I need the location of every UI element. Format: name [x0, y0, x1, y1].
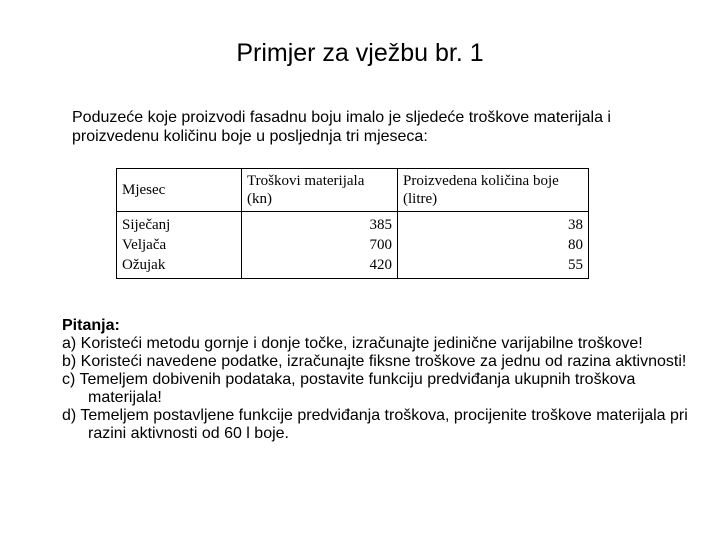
cell-quantity: 80	[398, 235, 589, 255]
cell-month: Ožujak	[117, 255, 242, 279]
cell-cost: 700	[242, 235, 398, 255]
table-header-row	[117, 169, 589, 212]
table-row	[117, 212, 589, 236]
cell-cost: 420	[242, 255, 398, 279]
question-item: c) Temeljem dobivenih podataka, postavite funkciju predviđanja ukupnih troškova materijala!	[62, 371, 636, 406]
table-row	[117, 235, 589, 255]
questions-heading: Pitanja:	[62, 317, 120, 334]
cell-cost: 385	[242, 212, 398, 236]
table-row	[117, 255, 589, 279]
column-header-quantity: Proizvedena količina boje (litre)	[398, 169, 589, 212]
cell-month: Siječanj	[117, 212, 242, 236]
column-header-month: Mjesec	[117, 169, 242, 212]
cell-quantity: 55	[398, 255, 589, 279]
question-item: d) Temeljem postavljene funkcije predviđanja troškova, procijenite troškove materijala pri razini aktivnosti od 60 l boje.	[62, 407, 688, 442]
intro-text	[72, 108, 692, 146]
page-title: Primjer za vježbu br. 1	[236, 39, 484, 67]
question-item: b) Koristeći navedene podatke, izračunajte fiksne troškove za jednu od razina aktivnosti!	[62, 353, 687, 370]
intro-paragraph: Poduzeće koje proizvodi fasadnu boju imalo je sljedeće troškove materijala i proizvedenu količinu boje u posljednja tri mjeseca:	[72, 109, 611, 145]
materials-table	[116, 168, 589, 279]
cell-month: Veljača	[117, 235, 242, 255]
cell-quantity: 38	[398, 212, 589, 236]
column-header-cost: Troškovi materijala (kn)	[242, 169, 398, 212]
question-item: a) Koristeći metodu gornje i donje točke, izračunajte jedinične varijabilne troškove!	[62, 335, 643, 352]
questions-section	[62, 317, 702, 443]
